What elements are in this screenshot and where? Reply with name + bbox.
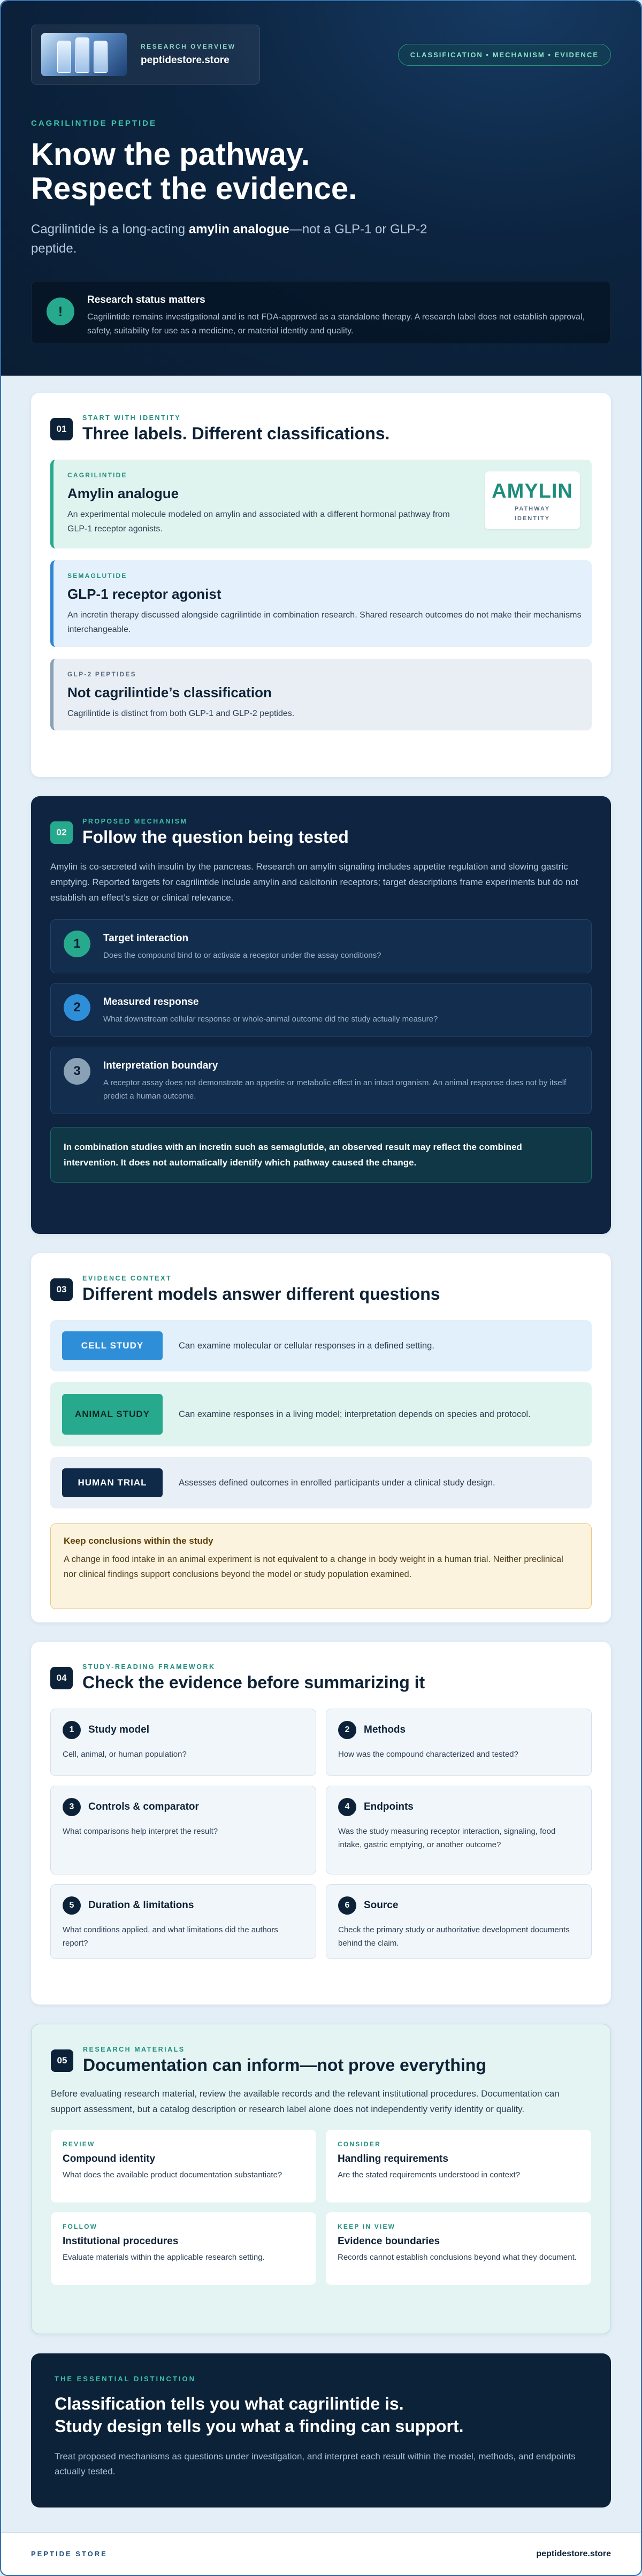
topic-tag: CLASSIFICATION • MECHANISM • EVIDENCE [398,44,611,66]
section-materials [31,2024,611,2334]
hero-title [31,138,611,206]
product-vials-image [41,33,127,76]
card-title: Compound identity [63,2153,156,2165]
combination-note: In combination studies with an incretin such as semaglutide, an observed result may reflect the combined intervention. It does not automatically identify which pathway caused the change. [50,1127,592,1183]
card-text: Check the primary study or authoritative development documents behind the claim. [338,1925,570,1948]
card-title: Handling requirements [338,2153,448,2165]
materials-card-review [51,2130,316,2202]
section-title: Different models answer different questions [82,1284,440,1304]
model-text: Assesses defined outcomes in enrolled participants under a clinical study design. [179,1477,495,1488]
card-number: 5 [63,1896,81,1915]
brand-name: peptidestore.store [141,55,230,66]
card-text: An experimental molecule modeled on amylin and associated with a different hormonal pathway from GLP-1 receptor agonists. [67,510,450,534]
card-title: Endpoints [364,1801,414,1812]
conclusion-text: A change in food intake in an animal experiment is not equivalent to a change in body weight in a human trial. Neither preclinical nor clinical findings support conclusions beyond the model or study population examined. [64,1554,563,1579]
framework-card-methods [326,1709,592,1776]
hero-lead-bold: amylin analogue [188,222,289,237]
model-row-animal [50,1382,592,1446]
materials-lead: Before evaluating research material, review the available records and the relevant institutional procedures. Documentation can support assessment, but a catalog description or research label alone does not independently verify identity or quality. [51,2089,560,2114]
cell-study-chip: CELL STUDY [62,1331,163,1360]
section-evidence [31,1253,611,1622]
section-number: 01 [50,418,73,440]
status-text: Cagrilintide remains investigational and is not FDA-approved as a standalone therapy. A research label does not establish approval, safety, suitability for use as a medicine, or material identity and quality. [87,313,585,336]
step-title: Target interaction [103,933,189,944]
hero-lead [31,220,438,258]
hero-lead-pre: Cagrilintide is a long-acting [31,222,189,237]
step-text: A receptor assay does not demonstrate an appetite or metabolic effect in an intact organism. An animal response does not by itself predict a human outcome. [103,1078,567,1101]
exclamation-icon: ! [47,298,74,325]
badge-subtitle-2: IDENTITY [514,515,551,522]
final-title-line-1: Classification tells you what cagrilintide is. [55,2394,404,2413]
card-text: Evaluate materials within the applicable research setting. [63,2253,265,2262]
hero-lead-post: —not a GLP-1 or GLP-2 peptide. [31,222,427,256]
step-measured-response [50,983,592,1037]
animal-study-chip: ANIMAL STUDY [62,1394,163,1435]
card-number: 2 [338,1721,356,1739]
hero-title-line-1: Know the pathway. [31,137,310,172]
section-eyebrow: START WITH IDENTITY [82,414,181,422]
model-text: Can examine molecular or cellular responses in a defined setting. [179,1340,434,1351]
materials-card-keep-in-view [326,2212,591,2285]
card-title: Source [364,1900,399,1911]
label-card-semaglutide [50,560,592,647]
section-number: 05 [51,2049,73,2072]
card-text: Was the study measuring receptor interaction, signaling, food intake, gastric emptying, or another outcome? [338,1827,556,1849]
step-number: 2 [64,994,90,1021]
conclusion-box [50,1523,592,1609]
step-text: What downstream cellular response or whole-animal outcome did the study actually measure? [103,1015,438,1024]
card-text: Cagrilintide is distinct from both GLP-1 and GLP-2 peptides. [67,709,295,718]
model-row-cell [50,1320,592,1371]
section-eyebrow: EVIDENCE CONTEXT [82,1275,172,1282]
mechanism-lead: Amylin is co-secreted with insulin by the pancreas. Research on amylin signaling includes appetite regulation and slowing gastric emptying. Reported targets for cagrilintide include amylin and calcitonin receptors; target descriptions frame experiments but do not establish an effect’s size or clinical relevance. [50,862,578,903]
card-number: 1 [63,1721,81,1739]
research-status-box [31,281,611,344]
hero [1,1,641,376]
card-text: Cell, animal, or human population? [63,1750,187,1759]
card-text: An incretin therapy discussed alongside cagrilintide in combination research. Shared research outcomes do not make their mechanisms interchangeable. [67,611,582,634]
badge-title: AMYLIN [492,480,573,502]
step-number: 1 [64,931,90,957]
framework-card-source [326,1884,592,1959]
step-text: Does the compound bind to or activate a receptor under the assay conditions? [103,951,381,960]
section-title: Check the evidence before summarizing it [82,1673,425,1692]
section-mechanism [31,796,611,1234]
final-title-line-2: Study design tells you what a finding can support. [55,2417,464,2436]
section-eyebrow: RESEARCH MATERIALS [83,2046,185,2053]
card-title: Controls & comparator [88,1801,199,1812]
card-text: What conditions applied, and what limitations did the authors report? [63,1925,278,1948]
framework-card-controls [50,1786,316,1874]
card-title: GLP-1 receptor agonist [67,586,221,602]
framework-card-endpoints [326,1786,592,1874]
card-text: What does the available product documentation substantiate? [63,2170,282,2179]
card-title: Study model [88,1724,150,1735]
card-title: Duration & limitations [88,1900,194,1911]
hero-eyebrow: CAGRILINTIDE PEPTIDE [31,119,157,128]
essential-distinction [31,2353,611,2508]
section-number: 03 [50,1278,73,1301]
step-target-interaction [50,919,592,973]
section-number: 04 [50,1667,73,1689]
framework-card-duration [50,1884,316,1959]
card-text: Records cannot establish conclusions beyond what they document. [338,2253,577,2262]
step-number: 3 [64,1058,90,1085]
card-title: Methods [364,1724,406,1735]
framework-card-study-model [50,1709,316,1776]
model-row-human [50,1457,592,1508]
card-number: 6 [338,1896,356,1915]
conclusion-title: Keep conclusions within the study [64,1536,213,1546]
section-eyebrow: PROPOSED MECHANISM [82,818,188,825]
badge-subtitle-1: PATHWAY [514,506,551,512]
card-text: How was the compound characterized and tested? [338,1750,518,1759]
card-eyebrow: CONSIDER [338,2140,381,2148]
section-title: Three labels. Different classifications. [82,424,390,443]
section-number: 02 [50,821,73,844]
final-text: Treat proposed mechanisms as questions under investigation, and interpret each result within the model, methods, and endpoints actually tested. [55,2451,576,2476]
materials-card-follow [51,2212,316,2285]
step-title: Interpretation boundary [103,1060,218,1071]
card-eyebrow: FOLLOW [63,2223,98,2230]
card-title: Evidence boundaries [338,2236,440,2247]
card-title: Amylin analogue [67,485,179,501]
final-eyebrow: THE ESSENTIAL DISTINCTION [55,2375,196,2383]
human-trial-chip: HUMAN TRIAL [62,1468,163,1497]
card-eyebrow: REVIEW [63,2140,95,2148]
section-identity [31,393,611,777]
footer-domain-link[interactable]: peptidestore.store [536,2549,611,2558]
card-eyebrow: CAGRILINTIDE [67,471,127,479]
card-eyebrow: GLP-2 PEPTIDES [67,670,136,678]
footer [1,2532,641,2575]
amylin-badge [485,471,580,529]
section-framework [31,1642,611,2005]
card-text: Are the stated requirements understood in context? [338,2170,521,2179]
label-card-glp2 [50,659,592,730]
brand-card[interactable] [31,25,260,85]
card-number: 4 [338,1798,356,1816]
model-text: Can examine responses in a living model; interpretation depends on species and protocol. [179,1409,531,1419]
section-title: Documentation can inform—not prove everything [83,2055,486,2075]
section-title: Follow the question being tested [82,827,349,847]
card-text: What comparisons help interpret the result? [63,1827,218,1836]
card-title: Institutional procedures [63,2236,179,2247]
card-eyebrow: KEEP IN VIEW [338,2223,396,2230]
section-eyebrow: STUDY-READING FRAMEWORK [82,1663,216,1671]
brand-eyebrow: RESEARCH OVERVIEW [141,43,236,50]
card-number: 3 [63,1798,81,1816]
materials-grid [51,2130,591,2285]
footer-brand: PEPTIDE STORE [31,2550,108,2558]
label-card-cagrilintide [50,460,592,548]
status-title: Research status matters [87,294,205,306]
step-title: Measured response [103,996,199,1008]
card-title: Not cagrilintide’s classification [67,684,272,700]
materials-card-consider [326,2130,591,2202]
final-title [55,2392,587,2437]
framework-grid [50,1709,592,1959]
step-interpretation-boundary [50,1047,592,1114]
hero-title-line-2: Respect the evidence. [31,171,357,206]
card-eyebrow: SEMAGLUTIDE [67,572,127,580]
